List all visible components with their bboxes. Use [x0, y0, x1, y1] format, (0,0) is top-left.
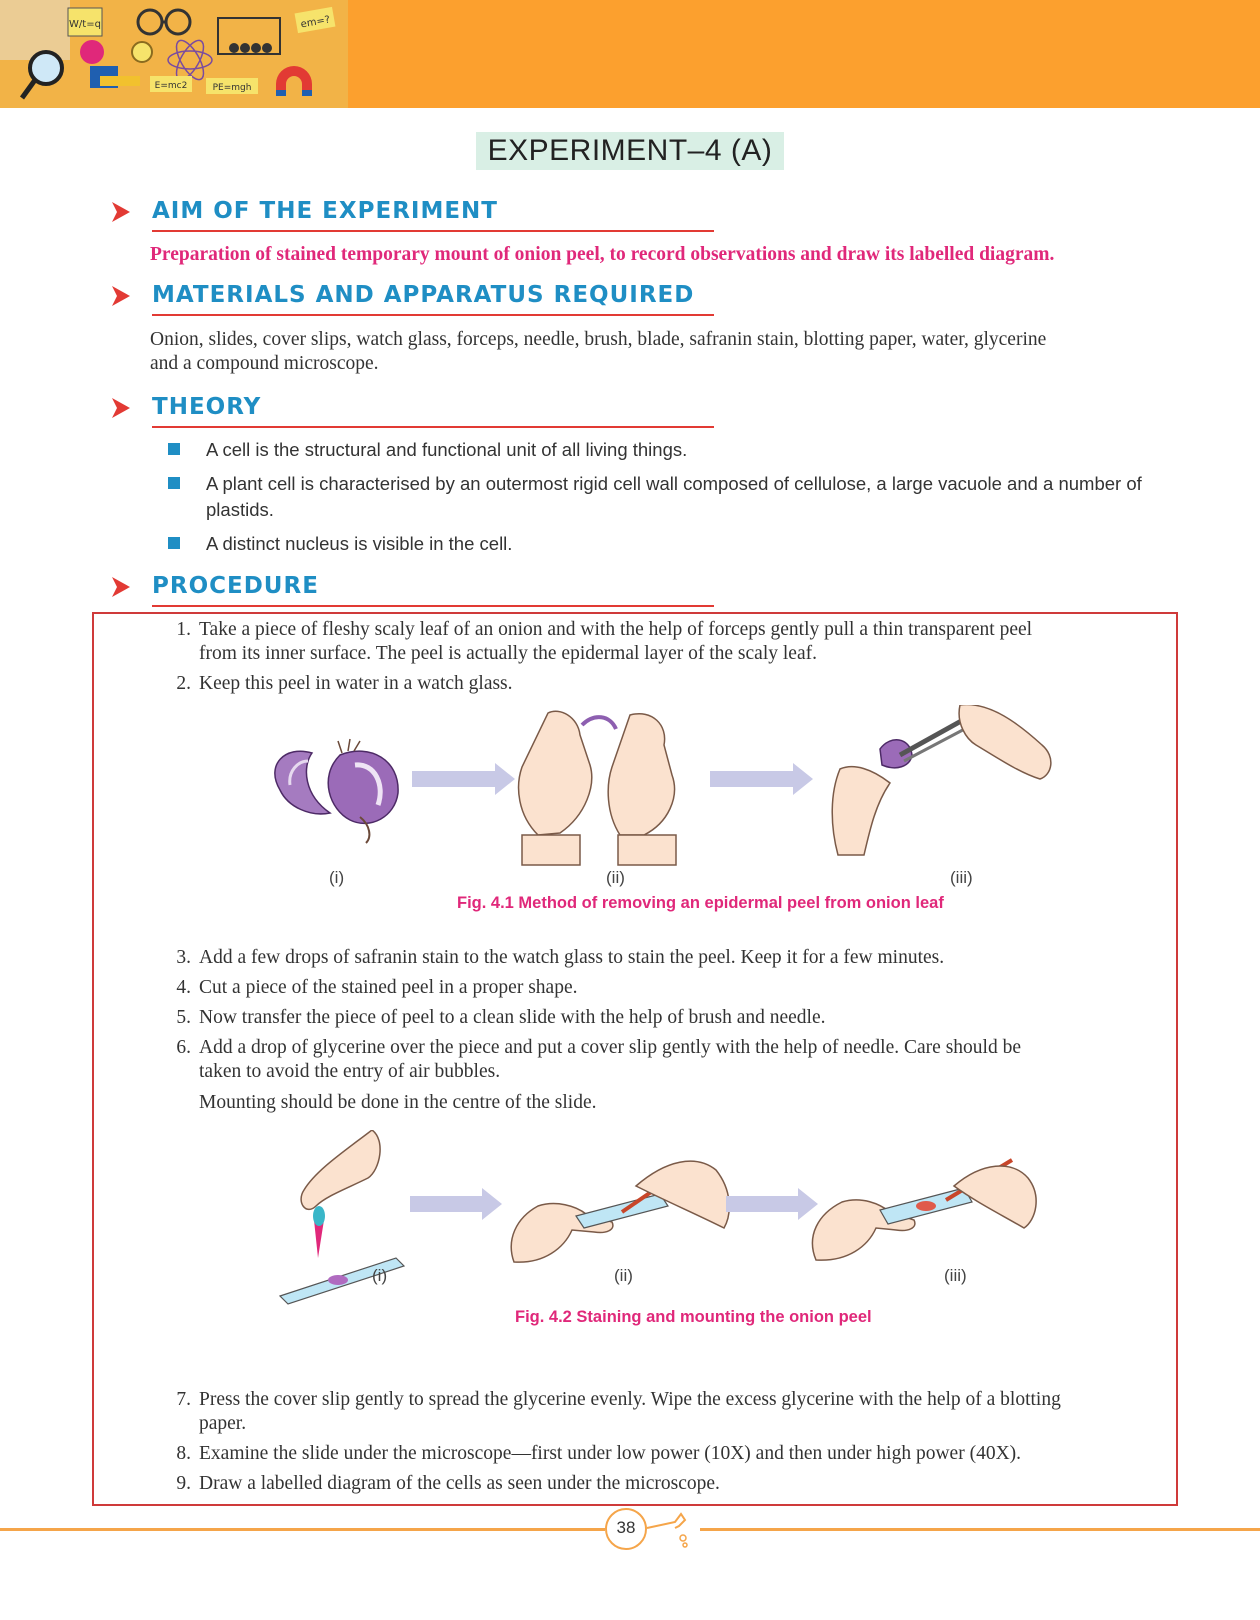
arrowhead-icon: [110, 200, 132, 224]
figure-4-1-onion-peel-illustration: [260, 705, 1080, 873]
step-number: 5.: [176, 1007, 191, 1028]
mounting-note: Mounting should be done in the centre of the slide.: [199, 1092, 597, 1113]
procedure-title: PROCEDURE: [152, 573, 319, 599]
step-number: 3.: [176, 947, 191, 968]
step-text: Keep this peel in water in a watch glass.: [199, 673, 513, 694]
arrowhead-icon: [110, 284, 132, 308]
section-theory-heading: [110, 394, 715, 434]
square-bullet-icon: [168, 537, 180, 549]
arrow-right-icon: [412, 763, 515, 795]
figure-4-2-caption: Fig. 4.2 Staining and mounting the onion peel: [515, 1308, 872, 1326]
step-number: 6.: [176, 1037, 191, 1058]
step-number: 2.: [176, 673, 191, 694]
section-aim-heading: [110, 198, 715, 238]
step-number: 9.: [176, 1473, 191, 1494]
footer-line-right: [700, 1528, 1260, 1531]
square-bullet-icon: [168, 477, 180, 489]
formula-label: E=mc2: [154, 81, 188, 91]
experiment-title: EXPERIMENT–4 (A): [476, 132, 785, 170]
step-number: 4.: [176, 977, 191, 998]
figure-label: (iii): [950, 868, 973, 887]
theory-title: THEORY: [152, 394, 262, 420]
heading-underline: [152, 314, 714, 316]
arrow-right-icon: [710, 763, 813, 795]
figure-label: (i): [372, 1266, 388, 1285]
heading-underline: [152, 426, 714, 428]
step-number: 7.: [176, 1389, 191, 1410]
figure-label: (i): [329, 868, 345, 887]
page-number: 38: [616, 1518, 636, 1537]
flask-icon: [645, 1512, 695, 1548]
arrow-right-icon: [410, 1188, 502, 1220]
section-procedure-heading: [110, 573, 715, 613]
step-text: Press the cover slip gently to spread the glycerine evenly. Wipe the excess glycerine with the help of a blotting: [199, 1389, 1061, 1410]
figure-label: (iii): [944, 1266, 967, 1285]
step-text: Take a piece of fleshy scaly leaf of an onion and with the help of forceps gently pull a thin transparent peel: [199, 619, 1033, 640]
step-text: from its inner surface. The peel is actually the epidermal layer of the scaly leaf.: [199, 643, 817, 664]
bullet-text: A cell is the structural and functional unit of all living things.: [206, 439, 688, 460]
formula-label: em=?: [299, 14, 331, 31]
heading-underline: [152, 605, 714, 607]
heading-underline: [152, 230, 714, 232]
aim-text: Preparation of stained temporary mount of onion peel, to record observations and draw its labelled diagram.: [150, 244, 1055, 265]
step-text: taken to avoid the entry of air bubbles.: [199, 1061, 501, 1082]
bullet-text: A distinct nucleus is visible in the cell.: [206, 533, 513, 554]
step-text: Now transfer the piece of peel to a clean slide with the help of brush and needle.: [199, 1007, 826, 1028]
figure-4-1-caption: Fig. 4.1 Method of removing an epidermal peel from onion leaf: [457, 894, 944, 912]
formula-label: PE=mgh: [212, 83, 252, 93]
formula-label: W/t=q: [69, 19, 101, 30]
footer-line-left: [0, 1528, 605, 1531]
arrowhead-icon: [110, 575, 132, 599]
step-text: Draw a labelled diagram of the cells as seen under the microscope.: [199, 1473, 720, 1494]
step-number: 1.: [176, 619, 191, 640]
materials-line-1: Onion, slides, cover slips, watch glass, forceps, needle, brush, blade, safranin stain, blotting paper, water, glycerine: [150, 329, 1047, 350]
figure-label: (ii): [614, 1266, 633, 1285]
section-materials-heading: [110, 282, 715, 322]
step-text: Examine the slide under the microscope—first under low power (10X) and then under high power (40X).: [199, 1443, 1022, 1464]
arrowhead-icon: [110, 396, 132, 420]
title-wrapper: [0, 132, 1260, 170]
materials-title: MATERIALS AND APPARATUS REQUIRED: [152, 282, 695, 308]
step-text: paper.: [199, 1413, 247, 1434]
bullet-text: A plant cell is characterised by an outermost rigid cell wall composed of cellulose, a large vacuole and a number of: [206, 473, 1142, 494]
materials-line-2: and a compound microscope.: [150, 353, 379, 374]
arrow-right-icon: [726, 1188, 818, 1220]
step-number: 8.: [176, 1443, 191, 1464]
bullet-text: plastids.: [206, 499, 274, 520]
aim-title: AIM OF THE EXPERIMENT: [152, 198, 498, 224]
step-text: Add a drop of glycerine over the piece and put a cover slip gently with the help of needle. Care should be: [199, 1037, 1021, 1058]
figure-label: (ii): [606, 868, 625, 887]
step-text: Cut a piece of the stained peel in a proper shape.: [199, 977, 578, 998]
science-collage-illustration: [0, 0, 348, 108]
square-bullet-icon: [168, 443, 180, 455]
step-text: Add a few drops of safranin stain to the watch glass to stain the peel. Keep it for a few minutes.: [199, 947, 945, 968]
